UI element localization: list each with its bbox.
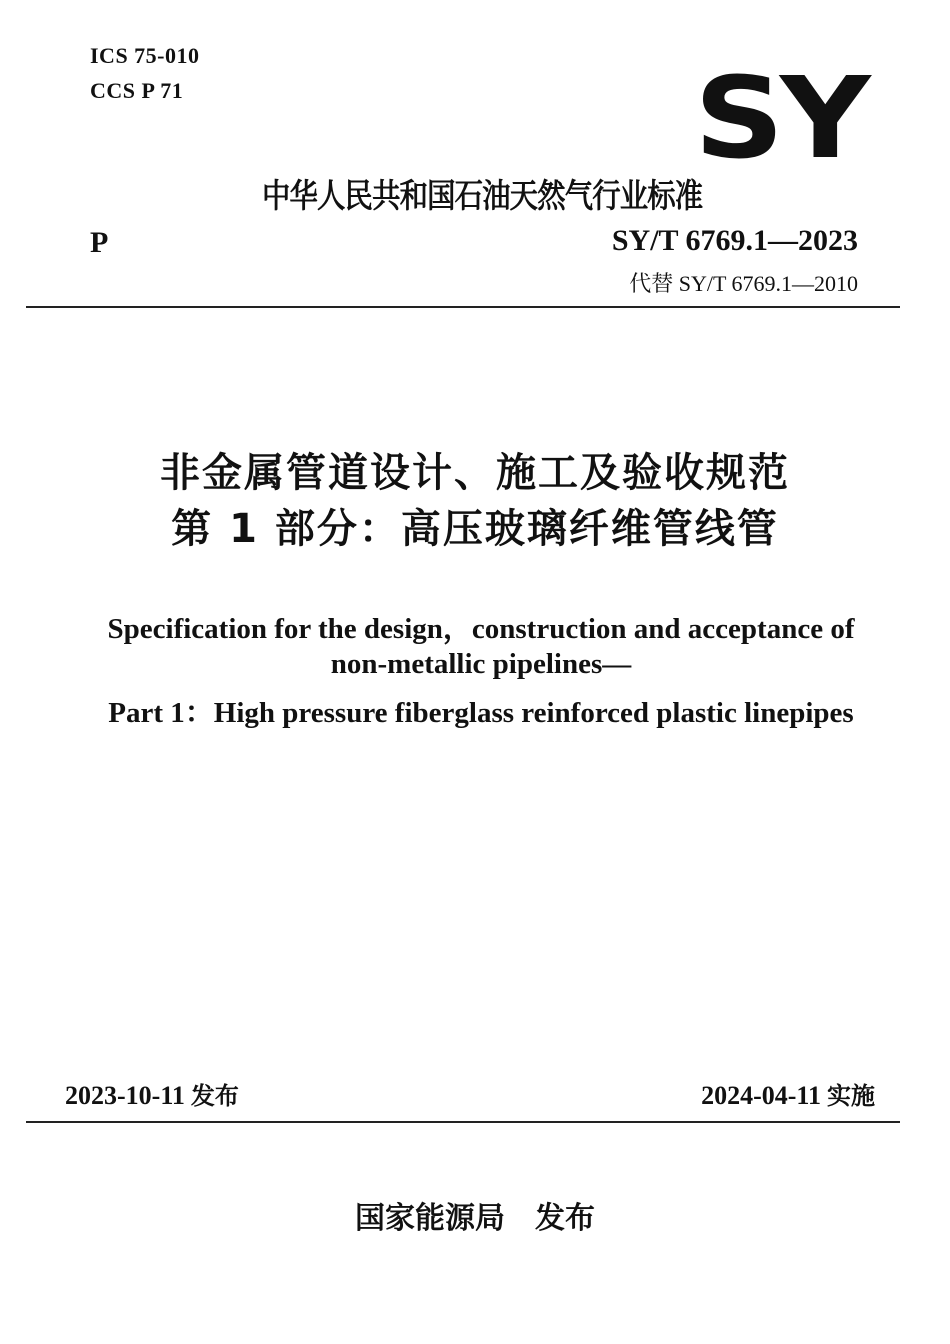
issue-date-value: 2023-10-11 (65, 1081, 185, 1110)
ccs-code: CCS P 71 (90, 78, 184, 103)
title-en-line-3: Part 1：High pressure fiberglass reinforced plastic linepipes (108, 697, 854, 729)
implementation-label: 实施 (827, 1082, 875, 1110)
implementation-date-value: 2024-04-11 (701, 1081, 821, 1110)
replaces-standard: 代替 SY/T 6769.1—2010 (629, 271, 858, 296)
title-en-line-2: non-metallic pipelines— (330, 648, 632, 680)
implementation-date (701, 1076, 875, 1111)
standard-number: SY/T 6769.1—2023 (611, 224, 858, 257)
title-cn-line-1: 非金属管道设计、施工及验收规范 (160, 450, 790, 496)
ics-code: ICS 75-010 (90, 43, 200, 68)
issue-label: 发布 (190, 1082, 239, 1110)
title-en-line-1: Specification for the design，construction and acceptance of (107, 613, 855, 645)
sy-logo: SY (694, 54, 867, 184)
category-letter: P (90, 226, 109, 259)
publisher-name: 国家能源局 (355, 1201, 505, 1236)
issue-date (65, 1076, 239, 1111)
bottom-divider (26, 1121, 900, 1123)
industry-standard-heading: 中华人民共和国石油天然气行业标准 (262, 176, 703, 215)
publisher (0, 1193, 950, 1237)
top-divider (26, 306, 900, 308)
publisher-action: 发布 (535, 1201, 595, 1236)
title-cn-line-2: 第 1 部分：高压玻璃纤维管线管 (171, 506, 779, 552)
